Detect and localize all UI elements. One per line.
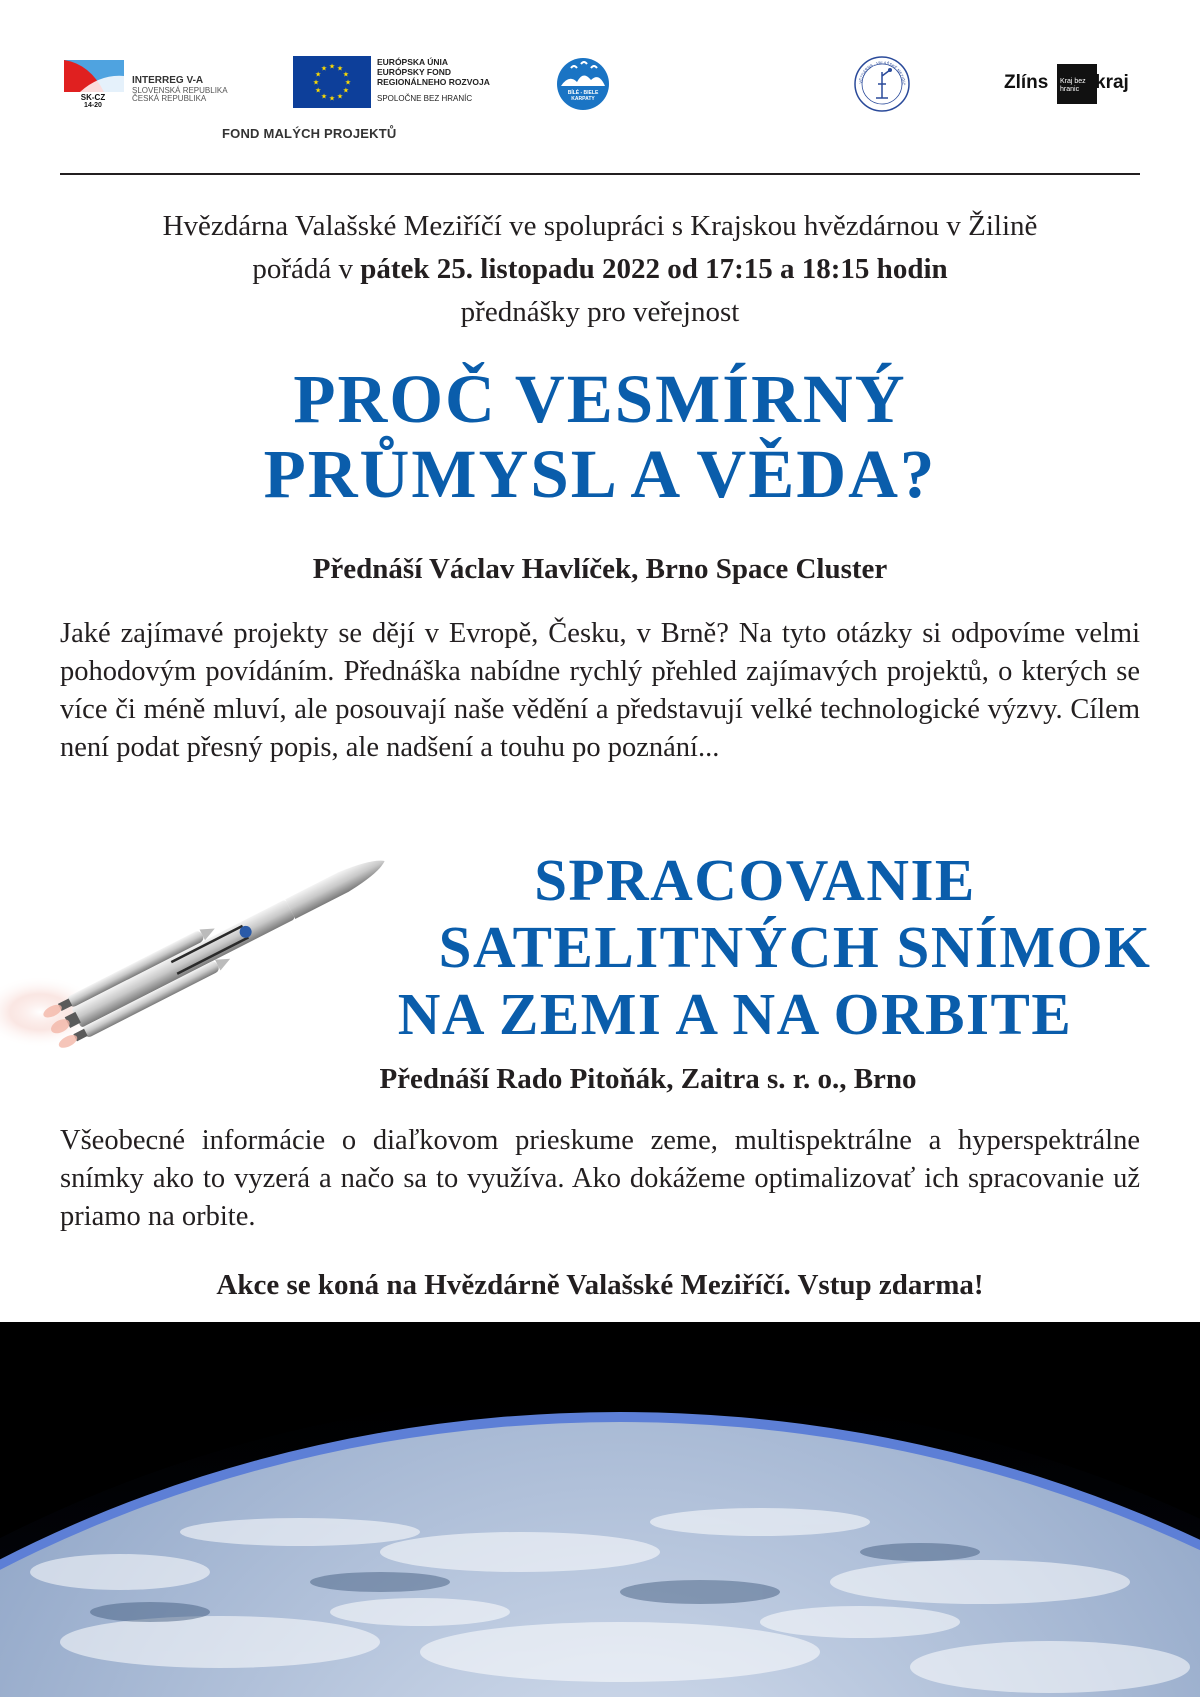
svg-text:HVĚZDÁRNA · VALAŠSKÉ MEZIŘÍČÍ (852, 54, 906, 86)
lecture-2-description: Všeobecné informácie o diaľkovom prieskume zeme, multispektrálne a hyperspektrálne snímky ako to vyzerá a načo sa to využíva. Ako dokážeme optimalizovať ich spracovanie už priamo na orbite. (60, 1125, 1140, 1232)
event-date: pátek 25. listopadu 2022 od 17:15 a 18:15 hodin (360, 253, 948, 285)
lecture-1-title-line-1: PROČ VESMÍRNÝ (293, 361, 907, 437)
eu-flag-icon (293, 56, 371, 108)
zlin-box: Kraj bez hranic (1057, 64, 1097, 104)
intro-line-3: přednášky pro veřejnost (460, 296, 740, 328)
interreg-logo (60, 56, 260, 112)
lecture-2-title-line-1: SPRACOVANIE (534, 847, 976, 913)
lecture-2-title-line-3: NA ZEMI A NA ORBITE (397, 981, 1073, 1047)
logo-header (0, 0, 1200, 170)
eu-star-icon: ★ (344, 78, 352, 87)
eu-star-icon: ★ (336, 92, 344, 101)
intro (60, 205, 1140, 334)
lecture-2-title-line-2: SATELITNÝCH SNÍMOK (438, 914, 1152, 980)
interreg-program: INTERREG V-A (132, 75, 204, 86)
eu-star-icon: ★ (315, 86, 322, 95)
zlin-kraj-logo (1004, 64, 1142, 104)
eu-star-icon: ★ (342, 70, 349, 79)
eu-line-2: EURÓPSKY FOND (377, 66, 451, 77)
header-divider (60, 173, 1140, 175)
intro-line-1: Hvězdárna Valašské Meziříčí ve spolupráci s Krajskou hvězdárnou v Žilině (162, 210, 1038, 242)
lecture-2-title (310, 847, 1160, 1048)
interreg-country-sk: SLOVENSKÁ REPUBLIKA (132, 85, 228, 95)
lecture-1-description: Jaké zajímavé projekty se dějí v Evropě, Česku, v Brně? Na tyto otázky si odpovíme velmi pohodovým povídáním. Přednáška nabídne rychlý přehled zajímavých projektů, o kterých se více či méně mluví, ale posouvají naše vědění a představují velké technologické výzvy. Cílem není podat přesný popis, ale nadšení a touhu po poznání... (60, 618, 1140, 763)
eu-line-1: EURÓPSKA ÚNIA (377, 57, 448, 67)
zlin-kraj-word: kraj (1095, 72, 1129, 93)
lecture-1-title-line-2: PRŮMYSL A VĚDA? (263, 436, 937, 512)
interreg-mark-icon (60, 56, 126, 108)
earth-from-orbit-image (0, 1322, 1200, 1697)
eu-star-icon: ★ (315, 70, 322, 79)
observatory-seal-icon (852, 54, 912, 114)
interreg-badge-top: SK-CZ (80, 93, 106, 102)
closing-note: Akce se koná na Hvězdárně Valašské Meziříčí. Vstup zdarma! (216, 1269, 984, 1301)
eu-star-icon: ★ (312, 78, 320, 87)
intro-line-2-prefix: pořádá v (252, 253, 361, 285)
eu-star-icon: ★ (320, 92, 328, 101)
lecture-1-title (60, 362, 1140, 512)
intro-line-2 (60, 248, 1140, 291)
eu-star-icon: ★ (328, 94, 336, 103)
interreg-badge-bottom: 14-20 (84, 102, 102, 108)
bbk-line-1: BÍLÉ - BIELE (567, 90, 599, 96)
eu-logo (293, 56, 523, 112)
lecture-1-speaker: Přednáší Václav Havlíček, Brno Space Cluster (312, 553, 888, 585)
zlin-word: Zlíns (1004, 72, 1049, 93)
eu-line-3: REGIONÁLNEHO ROZVOJA (377, 76, 490, 87)
bbk-line-2: KARPATY (571, 96, 595, 102)
fund-label: FOND MALÝCH PROJEKTŮ (222, 126, 397, 141)
bile-karpaty-logo-icon (555, 56, 611, 112)
interreg-country-cz: ČESKÁ REPUBLIKA (132, 93, 207, 103)
eu-star-icon: ★ (336, 64, 344, 73)
lecture-2-speaker: Přednáší Rado Pitoňák, Zaitra s. r. o., Brno (379, 1063, 917, 1095)
eu-star-icon: ★ (328, 62, 336, 71)
observatory-seal-text: VĚZDÁRNA · VALAŠSKÉ MEZIŘÍČ (857, 59, 907, 86)
eu-star-icon: ★ (342, 86, 349, 95)
eu-slogan: SPOLOČNE BEZ HRANÍC (377, 94, 473, 104)
eu-star-icon: ★ (320, 64, 328, 73)
